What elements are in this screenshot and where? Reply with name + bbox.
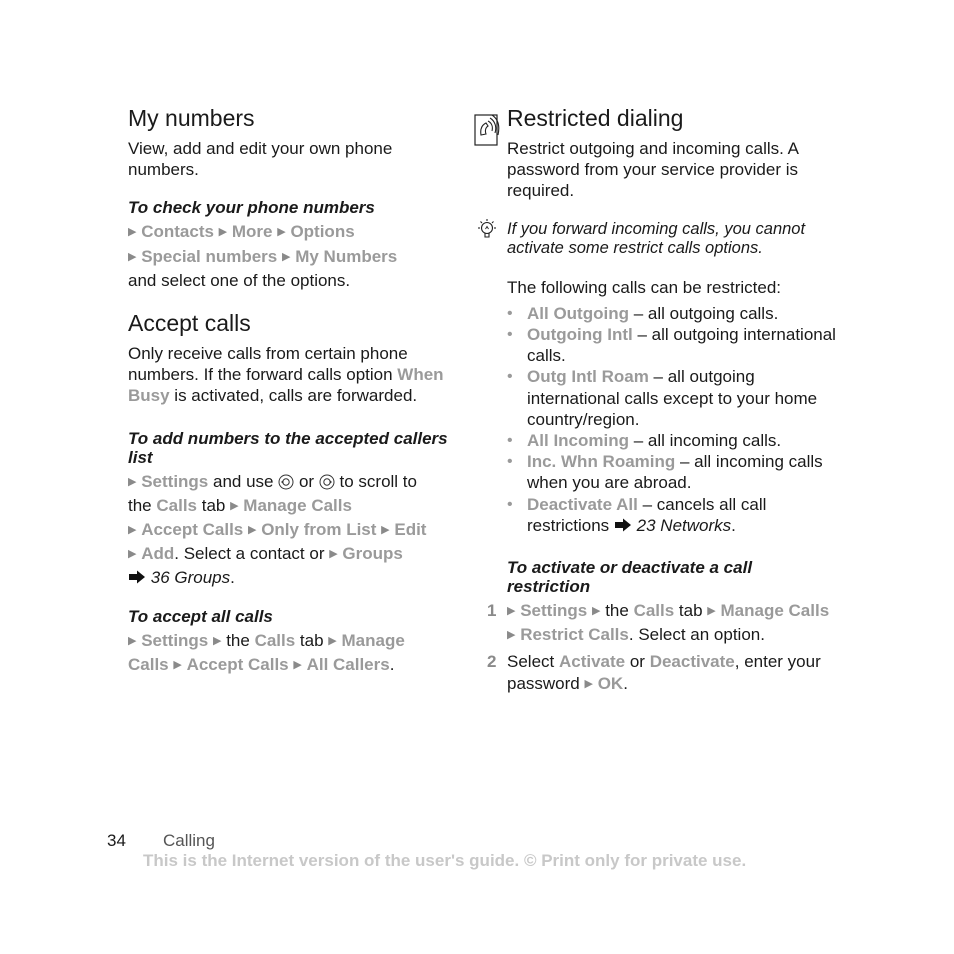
check-numbers-path-1 — [128, 221, 458, 245]
menu-accept-calls[interactable]: Accept Calls — [141, 520, 244, 540]
my-numbers-heading: My numbers — [128, 105, 255, 131]
accept-calls-heading: Accept calls — [128, 310, 251, 337]
nav-arrow-icon: ▶ — [218, 226, 228, 239]
menu-manage-calls[interactable]: Manage Calls — [243, 495, 352, 515]
lightbulb-tip-icon — [476, 218, 498, 242]
menu-calls[interactable]: Calls — [128, 654, 169, 674]
right-column — [487, 104, 837, 697]
menu-more[interactable]: More — [231, 222, 273, 242]
nav-arrow-icon: ▶ — [329, 548, 338, 561]
restricted-dialing-intro: Restrict outgoing and incoming calls. A password from your service provider is required. — [507, 139, 799, 201]
accept-calls-intro: Only receive calls from certain phone numbers. If the forward calls option When Busy is activated, calls are forwarded. — [128, 344, 444, 406]
check-numbers-path-2 — [128, 246, 458, 270]
nav-arrow-icon: ▶ — [277, 226, 286, 239]
nav-arrow-icon: ▶ — [592, 605, 601, 618]
nav-arrow-icon: ▶ — [173, 658, 182, 671]
option-activate[interactable]: Activate — [558, 652, 626, 672]
add-numbers-subheading: To add numbers to the accepted callers list — [128, 428, 448, 467]
nav-arrow-icon: ▶ — [128, 475, 137, 488]
list-item: • All Outgoing – all outgoing calls. — [507, 303, 837, 324]
tab-calls[interactable]: Calls — [156, 495, 197, 515]
step-number: 1 — [487, 601, 497, 621]
reference-arrow-icon — [614, 518, 632, 532]
option-when-busy: When Busy — [128, 365, 444, 406]
tab-calls[interactable]: Calls — [633, 601, 675, 621]
nav-arrow-icon: ▶ — [282, 250, 291, 263]
option-all-incoming[interactable]: All Incoming — [527, 431, 629, 451]
option-outgoing-intl[interactable]: Outgoing Intl — [527, 325, 633, 345]
menu-settings[interactable]: Settings — [520, 601, 588, 621]
ok-button[interactable]: OK — [597, 673, 624, 693]
reference-arrow-icon — [128, 570, 146, 584]
add-numbers-steps: ▶ Settings and use or to scroll to the Calls tab ▶ Manage Calls ▶ Accept Calls ▶ Only from List ▶ Edit ▶ Add. Select a contact or ▶ Groups 36 Groups. — [128, 471, 427, 588]
tip-note: If you forward incoming calls, you cannot activate some restrict calls options. — [507, 219, 806, 258]
option-deactivate[interactable]: Deactivate — [649, 652, 735, 672]
left-column — [128, 104, 458, 678]
option-deactivate-all[interactable]: Deactivate All — [527, 494, 638, 514]
menu-special-numbers[interactable]: Special numbers — [141, 246, 278, 266]
nav-arrow-icon: ▶ — [247, 524, 257, 537]
nav-arrow-icon: ▶ — [507, 629, 516, 642]
restriction-list — [507, 303, 837, 536]
following-restricted: The following calls can be restricted: — [507, 277, 782, 297]
nav-arrow-icon: ▶ — [128, 226, 137, 239]
section-name: Calling — [163, 831, 215, 850]
menu-manage[interactable]: Manage — [341, 630, 405, 650]
menu-manage-calls[interactable]: Manage Calls — [720, 601, 830, 621]
step-item: 2 Select Activate or Deactivate, enter your password ▶ OK. — [507, 651, 837, 696]
nav-arrow-icon: ▶ — [128, 548, 137, 561]
menu-settings[interactable]: Settings — [141, 630, 209, 650]
accept-all-steps: ▶ Settings ▶ the Calls tab ▶ Manage Calls ▶ Accept Calls ▶ All Callers. — [128, 630, 458, 678]
ref-36-groups[interactable]: 36 Groups — [150, 568, 231, 588]
activate-steps — [487, 600, 837, 697]
nav-arrow-icon: ▶ — [128, 634, 137, 647]
nav-arrow-icon: ▶ — [584, 677, 593, 690]
tab-calls[interactable]: Calls — [254, 630, 296, 650]
menu-edit[interactable]: Edit — [394, 520, 427, 540]
ref-23-networks[interactable]: 23 Networks — [636, 515, 732, 535]
option-all-outgoing[interactable]: All Outgoing — [527, 303, 629, 323]
list-item: • Outg Intl Roam – all outgoing international calls except to your home country/region. — [507, 366, 837, 430]
my-numbers-intro: View, add and edit your own phone numbers. — [128, 139, 393, 180]
menu-my-numbers[interactable]: My Numbers — [295, 246, 398, 266]
list-item: • All Incoming – all incoming calls. — [507, 430, 837, 451]
list-item: • Outgoing Intl – all outgoing international calls. — [507, 324, 837, 366]
step-item: 1 ▶ Settings ▶ the Calls tab ▶ Manage Calls ▶ Restrict Calls. Select an option. — [507, 600, 837, 648]
menu-add[interactable]: Add — [141, 544, 175, 564]
activate-subheading: To activate or deactivate a call restriction — [507, 558, 753, 597]
menu-contacts[interactable]: Contacts — [141, 222, 214, 242]
check-numbers-subheading: To check your phone numbers — [128, 198, 375, 218]
nav-arrow-icon: ▶ — [128, 250, 137, 263]
restricted-dialing-heading: Restricted dialing — [507, 105, 684, 131]
menu-options[interactable]: Options — [290, 222, 355, 242]
nav-arrow-icon: ▶ — [128, 524, 137, 537]
page-number: 34 — [107, 831, 126, 850]
list-item: • Deactivate All – cancels all call restrictions 23 Networks. — [507, 494, 837, 536]
option-outg-intl-roam[interactable]: Outg Intl Roam — [527, 367, 649, 387]
nav-arrow-icon: ▶ — [230, 499, 239, 512]
nav-arrow-icon: ▶ — [707, 605, 716, 618]
menu-all-callers[interactable]: All Callers — [306, 654, 390, 674]
menu-settings[interactable]: Settings — [141, 471, 209, 491]
menu-groups[interactable]: Groups — [342, 544, 403, 564]
nav-arrow-icon: ▶ — [213, 634, 222, 647]
nav-arrow-icon: ▶ — [293, 658, 302, 671]
check-numbers-tail: and select one of the options. — [128, 270, 351, 290]
step-number: 2 — [487, 652, 497, 672]
accept-all-subheading: To accept all calls — [128, 606, 273, 626]
nav-arrow-icon: ▶ — [381, 524, 390, 537]
menu-only-from-list[interactable]: Only from List — [261, 520, 377, 540]
footer-note: This is the Internet version of the user's guide. © Print only for private use. — [143, 851, 747, 870]
option-inc-whn-roaming[interactable]: Inc. Whn Roaming — [527, 452, 676, 472]
list-item: • Inc. Whn Roaming – all incoming calls when you are abroad. — [507, 451, 837, 493]
navkey-right-icon — [319, 474, 335, 490]
restricted-phone-icon — [474, 113, 502, 147]
nav-arrow-icon: ▶ — [507, 605, 516, 618]
navkey-left-icon — [278, 474, 294, 490]
nav-arrow-icon: ▶ — [328, 634, 337, 647]
menu-accept-calls[interactable]: Accept Calls — [186, 654, 289, 674]
menu-restrict-calls[interactable]: Restrict Calls — [520, 625, 629, 645]
